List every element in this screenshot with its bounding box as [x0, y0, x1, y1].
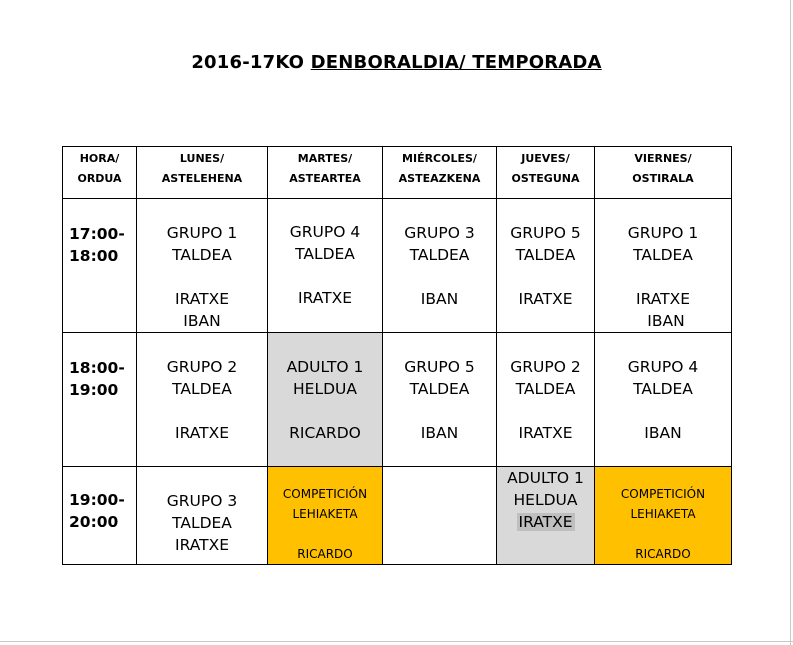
time-start: 19:00- [69, 491, 125, 509]
adult-class-cell [268, 333, 383, 467]
coach-name: RICARDO [289, 424, 361, 442]
header-cell-time [63, 147, 137, 199]
group-name: GRUPO 3 [404, 224, 475, 242]
header-cell-monday [137, 147, 268, 199]
header-line: JUEVES/ [521, 152, 570, 165]
group-name: GRUPO 1 [166, 224, 238, 242]
schedule-row-19 [63, 467, 732, 565]
time-end: 19:00 [69, 381, 119, 399]
group-name: GRUPO 5 [404, 358, 475, 376]
group-name: GRUPO 5 [510, 224, 581, 242]
coach-name: IBAN [420, 424, 459, 442]
coach-name: IRATXE [175, 290, 229, 308]
coach-name: RICARDO [635, 547, 691, 561]
group-name: GRUPO 2 [166, 358, 238, 376]
time-start: 18:00- [69, 359, 125, 377]
coach-name: IRATXE [518, 513, 573, 531]
competition-label: COMPETICIÓN [620, 487, 706, 501]
header-line: VIERNES/ [634, 152, 692, 165]
header-row [63, 147, 732, 199]
competition-cell [595, 467, 732, 565]
group-name: GRUPO 4 [289, 223, 361, 241]
class-cell [268, 199, 383, 333]
header-cell-thursday [497, 147, 595, 199]
header-cell-tuesday [268, 147, 383, 199]
group-name: GRUPO 3 [166, 492, 238, 510]
page-edge-right [790, 0, 791, 645]
group-name: GRUPO 2 [510, 358, 581, 376]
group-type: TALDEA [515, 380, 576, 398]
header-line: OSTIRALA [632, 172, 694, 185]
coach-name: IRATXE [175, 536, 229, 554]
time-end: 20:00 [69, 513, 119, 531]
class-cell [383, 199, 497, 333]
header-line: ASTEAZKENA [398, 172, 481, 185]
adult-class-cell [497, 467, 595, 565]
group-type: TALDEA [172, 380, 232, 398]
time-cell [63, 199, 137, 333]
coach-name: IBAN [420, 290, 459, 308]
class-cell [595, 333, 732, 467]
competition-label: COMPETICIÓN [282, 487, 368, 501]
header-line: ASTEARTEA [289, 172, 361, 185]
coach-name: IRATXE [636, 290, 690, 308]
coach-name: IBAN [183, 312, 221, 330]
group-type: HELDUA [293, 380, 357, 398]
class-cell [595, 199, 732, 333]
header-line: ORDUA [77, 172, 122, 185]
class-cell [497, 333, 595, 467]
header-line: LUNES/ [179, 152, 225, 165]
coach-name: IRATXE [518, 424, 573, 442]
schedule-row-18 [63, 333, 732, 467]
group-type: TALDEA [172, 514, 232, 532]
group-type: TALDEA [515, 246, 576, 264]
group-type: TALDEA [172, 246, 232, 264]
competition-label-eu: LEHIAKETA [630, 507, 696, 521]
time-cell [63, 333, 137, 467]
time-start: 17:00- [69, 225, 125, 243]
group-type: TALDEA [633, 246, 693, 264]
schedule-table [62, 146, 732, 565]
group-type: TALDEA [409, 246, 470, 264]
group-type: TALDEA [295, 245, 355, 263]
coach-name: IRATXE [175, 424, 229, 442]
title-underlined: DENBORALDIA/ TEMPORADA [310, 52, 602, 73]
competition-label-eu: LEHIAKETA [292, 507, 358, 521]
schedule-row-17 [63, 199, 732, 333]
group-name: GRUPO 4 [627, 358, 699, 376]
header-line: MARTES/ [297, 152, 353, 165]
group-type: TALDEA [409, 380, 470, 398]
page-edge-bottom [0, 641, 793, 642]
coach-name: IRATXE [518, 290, 573, 308]
empty-cell [383, 467, 497, 565]
group-name: GRUPO 1 [627, 224, 699, 242]
title-prefix: 2016-17KO [191, 52, 311, 73]
header-cell-friday [595, 147, 732, 199]
coach-name: IRATXE [298, 289, 352, 307]
group-name: ADULTO 1 [286, 358, 364, 376]
class-cell [497, 199, 595, 333]
time-cell [63, 467, 137, 565]
group-type: HELDUA [513, 491, 578, 509]
group-name: ADULTO 1 [507, 469, 584, 487]
page-title [0, 52, 793, 73]
class-cell [383, 333, 497, 467]
coach-name: RICARDO [297, 547, 353, 561]
header-line: OSTEGUNA [511, 172, 580, 185]
time-end: 18:00 [69, 247, 119, 265]
class-cell [137, 333, 268, 467]
coach-name: IBAN [644, 424, 682, 442]
competition-cell [268, 467, 383, 565]
header-line: MIÉRCOLES/ [402, 152, 477, 165]
class-cell [137, 467, 268, 565]
header-line: HORA/ [79, 152, 120, 165]
header-cell-wednesday [383, 147, 497, 199]
class-cell [137, 199, 268, 333]
coach-name: IBAN [647, 312, 685, 330]
header-line: ASTELEHENA [161, 172, 243, 185]
group-type: TALDEA [633, 380, 693, 398]
